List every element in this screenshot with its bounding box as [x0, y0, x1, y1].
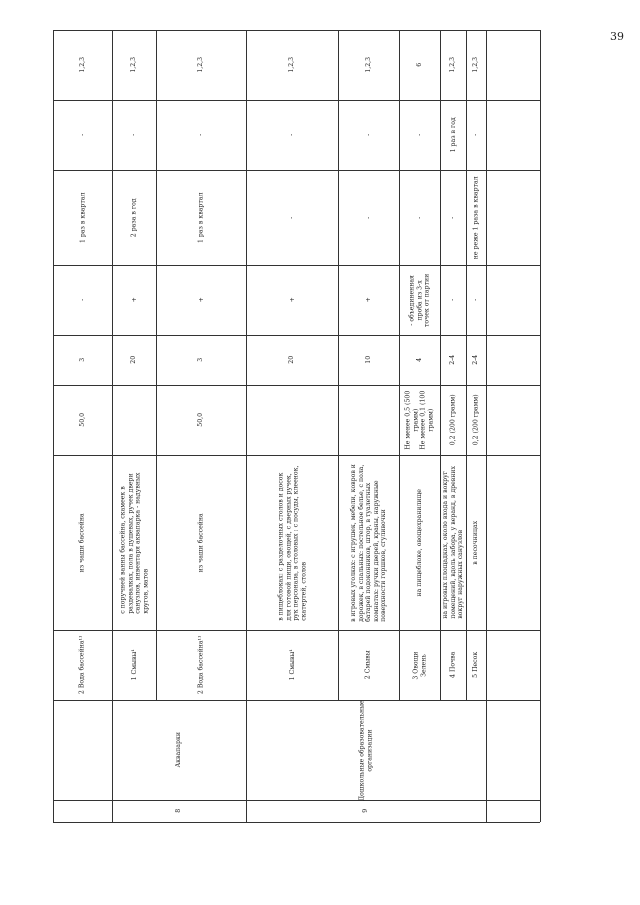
table-rule	[440, 30, 441, 700]
cell-qty: 3	[78, 357, 86, 362]
cell-freq2: 1 раз в год	[449, 117, 457, 153]
cell-place: на пищеблоке, овощехранилище	[415, 488, 423, 597]
cell-target: -	[449, 298, 457, 301]
cell-freq2: -	[130, 133, 138, 136]
table-rule	[466, 30, 467, 700]
table-rule	[246, 30, 247, 822]
cell-target: -	[472, 298, 480, 301]
cell-target: +	[288, 297, 296, 303]
organization-label: Аквапарки	[174, 732, 182, 768]
cell-qty: 2-4	[472, 354, 480, 365]
table-rule	[53, 30, 54, 822]
cell-obj: 1 Смывы¹	[130, 649, 138, 681]
cell-obj: 2 Вода бассейна¹¹	[196, 635, 204, 695]
cell-target: -	[78, 298, 86, 301]
cell-qty: 2-4	[449, 354, 457, 365]
cell-obj: 5 Песок	[472, 651, 480, 678]
cell-target: +	[364, 297, 372, 303]
cell-freq1: -	[449, 216, 457, 219]
cell-qty: 10	[364, 355, 372, 364]
cell-place: на игровых площадках, около входа и вокруг помещений, вдоль забора, у веранд, в древних вокруг наружных санузлов	[441, 465, 464, 619]
cell-ind: 1,2,3	[449, 56, 457, 73]
cell-vol: 50,0	[78, 412, 86, 427]
cell-freq2: -	[197, 133, 205, 136]
cell-vol: 0,2 (200 грамм)	[472, 394, 480, 446]
organization-label: Дошкольные образовательные организации	[358, 699, 373, 801]
table-rule	[53, 800, 540, 801]
cell-ind: 1,2,3	[364, 56, 372, 73]
table-rule	[338, 30, 339, 700]
cell-vol: 50,0	[197, 412, 205, 427]
cell-place: из чаши бассейна	[78, 512, 86, 572]
cell-place: в пищеблоках: с разделочных столов и досок для готовой пищи, овощей, с дверных ручек, рук персонала, в столовых : с посуды, клеенок, скатертей, столов	[276, 465, 307, 621]
cell-vol: 0,2 (200 грамм)	[449, 394, 457, 446]
cell-place: из чаши бассейна	[197, 512, 205, 572]
table-rule	[540, 30, 541, 822]
table-rule	[53, 822, 540, 823]
cell-freq2: -	[288, 133, 296, 136]
cell-freq2: -	[472, 133, 480, 136]
cell-obj: 2 Вода бассейна¹¹	[78, 635, 86, 695]
cell-freq1: 1 раз в квартал	[78, 192, 86, 243]
cell-ind: 1,2,3	[78, 56, 86, 73]
cell-freq1: -	[364, 216, 372, 219]
cell-freq1: -	[415, 216, 423, 219]
cell-place: в игровых уголках: с игрушек, мебели, ковров и дорожек, в спальных: постельное белье, с пола, батарей подоконников, штор, в туалетных комнатах: ручки дверей, краны, наружные поверхности горшков, сгуливочки	[349, 463, 387, 622]
cell-ind: 1,2,3	[130, 56, 138, 73]
table-rule	[156, 30, 157, 700]
cell-ind: 1,2,3	[288, 56, 296, 73]
cell-ind: 1,2,3	[472, 56, 480, 73]
cell-freq2: -	[415, 133, 423, 136]
cell-freq1: 2 раза в год	[130, 197, 138, 237]
cell-obj: 1 Смывы¹	[288, 649, 296, 681]
cell-obj: 3 Овощи Зелень	[411, 651, 427, 680]
cell-qty: 4	[415, 357, 423, 362]
table-rule	[399, 30, 400, 700]
cell-ind: 1,2,3	[197, 56, 205, 73]
cell-freq1: не реже 1 раза в квартал	[472, 175, 480, 259]
row-number: 9	[362, 808, 370, 813]
cell-target: +	[197, 297, 205, 303]
table-rule	[53, 700, 540, 701]
cell-place: с поручней ванны бассейна, скамеек в раздевалках, пола в душевых, ручек двери санузлов, инвентаря аквапарка - надувных кругов, матов	[118, 472, 149, 614]
cell-target: - объединенная проба из 3-х точек от партии	[408, 273, 431, 327]
page-number: 39	[610, 30, 624, 43]
cell-vol: Не менее 0,5 (500 грамм) Не менее 0,1 (100 грамм)	[404, 390, 435, 450]
cell-freq2: -	[78, 133, 86, 136]
table-rule	[112, 30, 113, 822]
cell-qty: 20	[288, 355, 296, 364]
cell-target: +	[130, 297, 138, 303]
cell-freq2: -	[364, 133, 372, 136]
row-number: 8	[175, 808, 183, 813]
cell-freq1: -	[288, 216, 296, 219]
cell-ind: 6	[415, 62, 423, 67]
cell-obj: 2 Смывы	[364, 650, 372, 680]
cell-obj: 4 Почва	[449, 651, 457, 678]
cell-qty: 3	[197, 357, 205, 362]
cell-place: в песочницах	[472, 520, 480, 565]
cell-freq1: 1 раз в квартал	[197, 192, 205, 243]
cell-qty: 20	[130, 355, 138, 364]
table-rule	[486, 30, 487, 822]
